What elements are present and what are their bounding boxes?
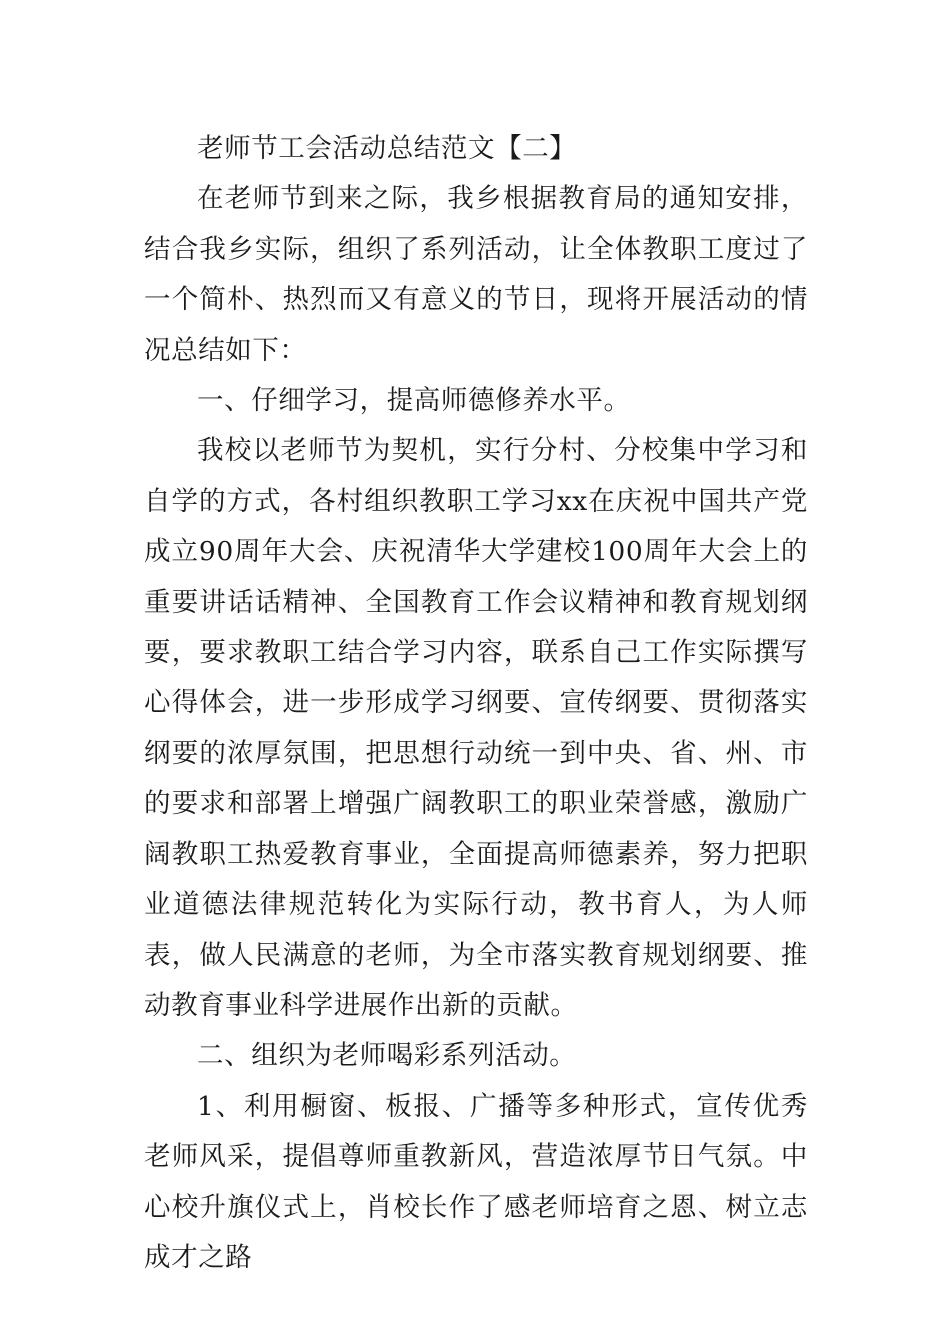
paragraph-section-1: 我校以老师节为契机，实行分村、分校集中学习和自学的方式，各村组织教职工学习xx在庆祝中国共产党成立90周年大会、庆祝清华大学建校100周年大会上的重要讲话话精神、全国教育工作会议精神和教育规划纲要，要求教职工结合学习内容，联系自己工作实际撰写心得体会，进一步形成学习纲要、宣传纲要、贯彻落实纲要的浓厚氛围，把思想行动统一到中央、省、州、市的要求和部署上增强广阔教职工的职业荣誉感，激励广阔教职工热爱教育事业，全面提高师德素养，努力把职业道德法律规范转化为实际行动，教书育人，为人师表，做人民满意的老师，为全市落实教育规划纲要、推动教育事业科学进展作出新的贡献。 [144, 435, 808, 1021]
document-title: 老师节工会活动总结范文【二】 [197, 133, 577, 164]
section-heading-2: 二、组织为老师喝彩系列活动。 [197, 1040, 577, 1072]
section-heading-1: 一、仔细学习，提高师德修养水平。 [197, 385, 631, 417]
document-body [144, 124, 808, 1283]
paragraph-intro: 在老师节到来之际，我乡根据教育局的通知安排，结合我乡实际，组织了系列活动，让全体教职工度过了一个简朴、热烈而又有意义的节日，现将开展活动的情况总结如下： [144, 183, 808, 366]
paragraph-item-1: 1、利用橱窗、板报、广播等多种形式，宣传优秀老师风采，提倡尊师重教新风，营造浓厚节日气氛。中心校升旗仪式上，肖校长作了感老师培育之恩、树立志成才之路 [144, 1090, 808, 1273]
